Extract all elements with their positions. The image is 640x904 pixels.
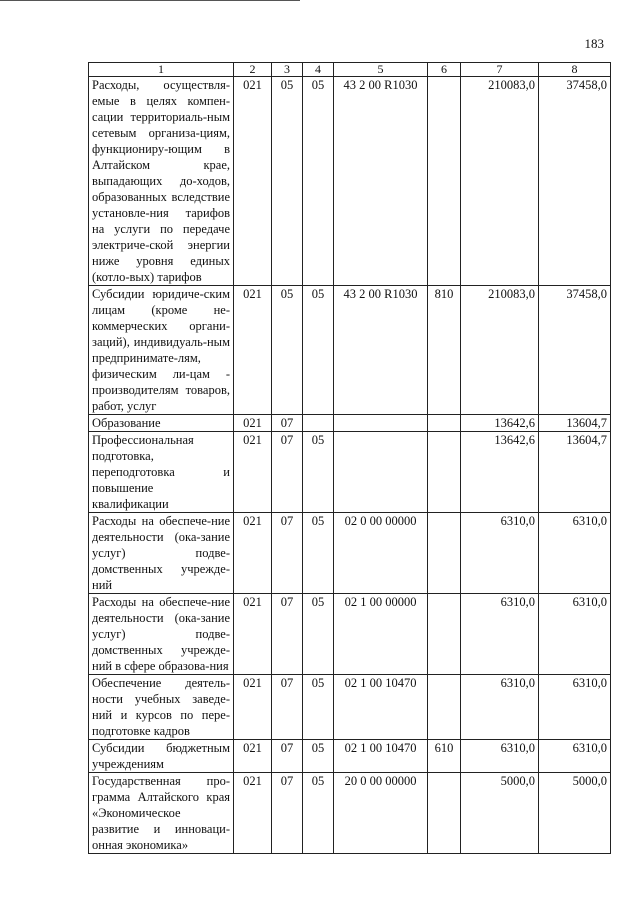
table-row xyxy=(89,773,611,854)
row-rz: 07 xyxy=(272,594,303,675)
table-row xyxy=(89,415,611,432)
header-col-3: 3 xyxy=(272,63,303,77)
table-row xyxy=(89,594,611,675)
row-pr: 05 xyxy=(303,740,334,773)
row-csr xyxy=(334,415,428,432)
budget-table xyxy=(88,62,611,854)
table-header xyxy=(89,63,611,77)
row-sum-1: 13642,6 xyxy=(461,415,539,432)
row-vr xyxy=(428,415,461,432)
table-row xyxy=(89,513,611,594)
row-vr xyxy=(428,513,461,594)
row-csr: 43 2 00 R1030 xyxy=(334,286,428,415)
row-vr: 610 xyxy=(428,740,461,773)
row-pr: 05 xyxy=(303,432,334,513)
table-body xyxy=(89,77,611,854)
row-name: Образование xyxy=(89,415,234,432)
row-name: Расходы на обеспече-ние деятельности (ока-зание услуг) подве-домственных учрежде-ний в сфере образова-ния xyxy=(89,594,234,675)
row-name: Субсидии бюджетным учреждениям xyxy=(89,740,234,773)
header-col-2: 2 xyxy=(234,63,272,77)
table-row xyxy=(89,675,611,740)
table-row xyxy=(89,77,611,286)
row-ved: 021 xyxy=(234,432,272,513)
row-rz: 07 xyxy=(272,513,303,594)
row-sum-1: 6310,0 xyxy=(461,594,539,675)
header-col-5: 5 xyxy=(334,63,428,77)
row-sum-2: 6310,0 xyxy=(539,513,611,594)
row-sum-1: 210083,0 xyxy=(461,77,539,286)
table-row xyxy=(89,740,611,773)
header-col-8: 8 xyxy=(539,63,611,77)
row-sum-2: 13604,7 xyxy=(539,432,611,513)
row-csr: 43 2 00 R1030 xyxy=(334,77,428,286)
row-rz: 07 xyxy=(272,432,303,513)
table-row xyxy=(89,286,611,415)
row-vr xyxy=(428,675,461,740)
row-name: Государственная про-грамма Алтайского края «Экономическое развитие и инноваци-онная экономика» xyxy=(89,773,234,854)
row-rz: 07 xyxy=(272,675,303,740)
row-sum-2: 6310,0 xyxy=(539,594,611,675)
row-ved: 021 xyxy=(234,513,272,594)
row-sum-1: 5000,0 xyxy=(461,773,539,854)
header-col-1: 1 xyxy=(89,63,234,77)
row-pr: 05 xyxy=(303,77,334,286)
row-ved: 021 xyxy=(234,286,272,415)
row-ved: 021 xyxy=(234,773,272,854)
table-row xyxy=(89,432,611,513)
row-sum-2: 5000,0 xyxy=(539,773,611,854)
row-name: Профессиональная подготовка, переподготовка и повышение квалификации xyxy=(89,432,234,513)
row-sum-1: 6310,0 xyxy=(461,675,539,740)
row-vr xyxy=(428,77,461,286)
row-pr: 05 xyxy=(303,675,334,740)
row-pr: 05 xyxy=(303,513,334,594)
row-vr: 810 xyxy=(428,286,461,415)
row-name: Субсидии юридиче-ским лицам (кроме не-коммерческих органи-заций), индивидуаль-ным предпринимате-лям, физическим ли-цам - производителям товаров, работ, услуг xyxy=(89,286,234,415)
row-vr xyxy=(428,594,461,675)
row-pr: 05 xyxy=(303,773,334,854)
row-csr: 02 1 00 10470 xyxy=(334,675,428,740)
row-vr xyxy=(428,773,461,854)
row-vr xyxy=(428,432,461,513)
row-sum-1: 6310,0 xyxy=(461,740,539,773)
row-sum-2: 6310,0 xyxy=(539,740,611,773)
row-ved: 021 xyxy=(234,77,272,286)
row-rz: 07 xyxy=(272,740,303,773)
row-csr: 02 0 00 00000 xyxy=(334,513,428,594)
row-pr: 05 xyxy=(303,594,334,675)
row-rz: 05 xyxy=(272,286,303,415)
header-row xyxy=(89,63,611,77)
row-name: Расходы на обеспече-ние деятельности (ока-зание услуг) подве-домственных учрежде-ний xyxy=(89,513,234,594)
row-rz: 07 xyxy=(272,773,303,854)
row-sum-1: 13642,6 xyxy=(461,432,539,513)
row-sum-2: 6310,0 xyxy=(539,675,611,740)
row-csr: 20 0 00 00000 xyxy=(334,773,428,854)
row-ved: 021 xyxy=(234,675,272,740)
page-number: 183 xyxy=(584,36,604,51)
row-rz: 05 xyxy=(272,77,303,286)
row-sum-1: 6310,0 xyxy=(461,513,539,594)
row-name: Расходы, осуществля-емые в целях компен-сации территориаль-ным сетевым организа-циям, функциониру-ющим в Алтайском крае, выпадающих до-ходов, образованных вследствие установле-ния тарифов на услуги по передаче электриче-ской энергии ниже уровня единых (котло-вых) тарифов xyxy=(89,77,234,286)
header-col-7: 7 xyxy=(461,63,539,77)
row-pr xyxy=(303,415,334,432)
top-rule xyxy=(0,0,300,1)
header-col-6: 6 xyxy=(428,63,461,77)
row-ved: 021 xyxy=(234,740,272,773)
row-rz: 07 xyxy=(272,415,303,432)
row-sum-2: 37458,0 xyxy=(539,286,611,415)
row-name: Обеспечение деятель-ности учебных заведе-ний и курсов по пере-подготовке кадров xyxy=(89,675,234,740)
row-ved: 021 xyxy=(234,594,272,675)
row-csr: 02 1 00 00000 xyxy=(334,594,428,675)
row-pr: 05 xyxy=(303,286,334,415)
row-sum-2: 13604,7 xyxy=(539,415,611,432)
row-sum-1: 210083,0 xyxy=(461,286,539,415)
row-ved: 021 xyxy=(234,415,272,432)
row-sum-2: 37458,0 xyxy=(539,77,611,286)
row-csr xyxy=(334,432,428,513)
header-col-4: 4 xyxy=(303,63,334,77)
row-csr: 02 1 00 10470 xyxy=(334,740,428,773)
